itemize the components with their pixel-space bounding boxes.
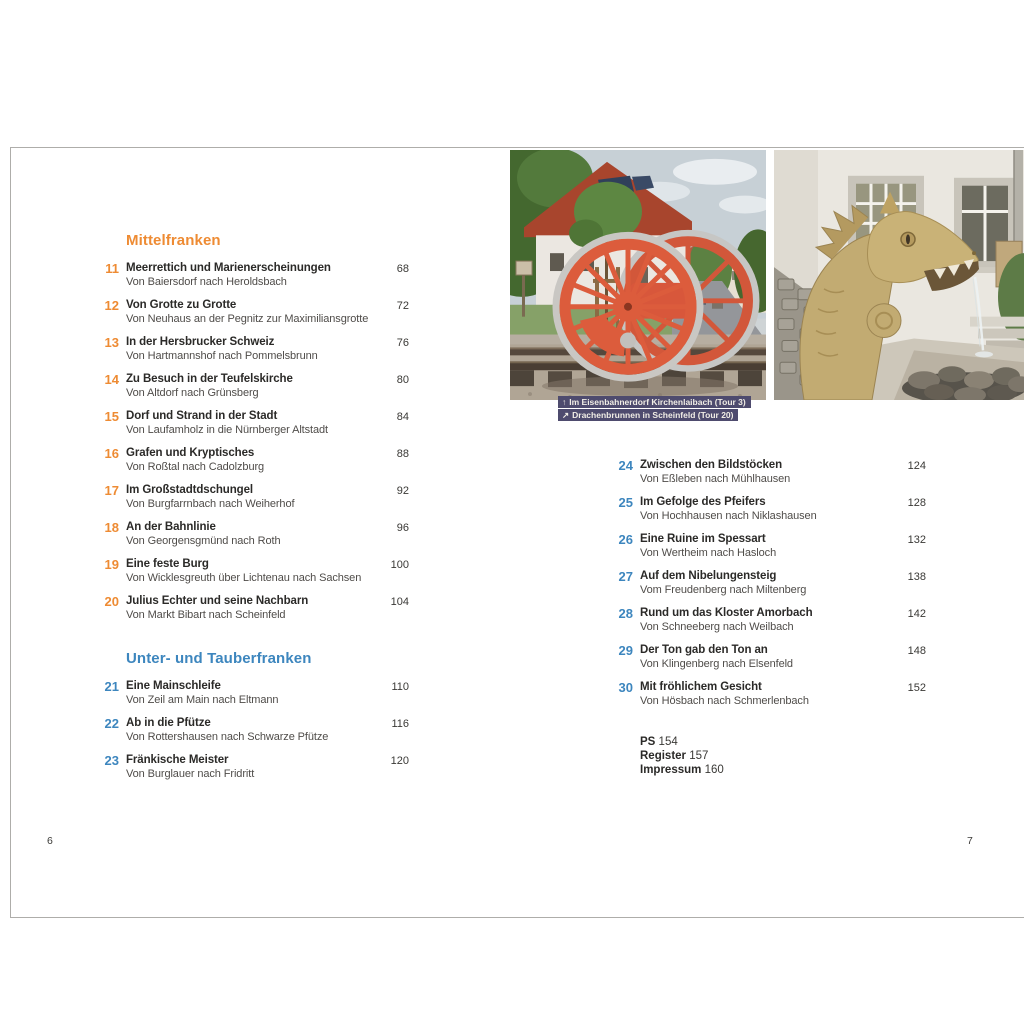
tour-route: Von Laufamholz in die Nürnberger Altstadt [126,424,328,436]
tour-route: Von Altdorf nach Grünsberg [126,387,259,399]
tour-page-number: 132 [907,534,926,546]
tour-page-number: 96 [396,522,409,534]
tour-title: Eine feste Burg [126,558,209,570]
tour-title: Fränkische Meister [126,754,229,766]
tour-number: 29 [618,643,633,658]
toc-entry [613,570,926,607]
backmatter-page-number: 160 [704,764,724,776]
backmatter-label: Impressum [640,764,702,776]
backmatter-label: Register [640,750,687,762]
caption-arrow-icon: ↗ [562,410,570,420]
tour-page-number: 88 [396,448,409,460]
tour-number: 20 [104,594,119,609]
tour-route: Von Neuhaus an der Pegnitz zur Maximiliansgrotte [126,313,369,325]
toc-entry [99,754,409,791]
tour-number: 30 [618,680,633,695]
toc-entry [99,336,409,373]
tour-number: 23 [104,753,119,768]
folio-right: 7 [967,835,973,847]
toc-entry [99,558,409,595]
tour-title: An der Bahnlinie [126,521,216,533]
tour-route: Von Rottershausen nach Schwarze Pfütze [126,731,329,743]
tour-page-number: 80 [396,374,409,386]
tour-route: Von Wicklesgreuth über Lichtenau nach Sachsen [126,572,362,584]
backmatter-page-number: 157 [689,750,709,762]
tour-page-number: 100 [390,559,409,571]
toc-right-column [613,459,926,718]
section-title: Mittelfranken [126,232,221,249]
caption-text: Drachenbrunnen in Scheinfeld (Tour 20) [572,410,734,420]
tour-title: Eine Ruine im Spessart [640,533,766,545]
tour-route: Von Hösbach nach Schmerlenbach [640,695,809,707]
caption-arrow-icon: ↑ [562,397,567,407]
tour-title: Im Gefolge des Pfeifers [640,496,766,508]
toc-entry [613,533,926,570]
tour-title: Julius Echter und seine Nachbarn [126,595,309,607]
tour-route: Vom Freudenberg nach Miltenberg [640,584,807,596]
dragon-fountain-scene [774,150,1024,400]
section-title: Unter- und Tauberfranken [126,650,312,667]
tour-number: 24 [618,458,633,473]
tour-number: 15 [104,409,119,424]
toc-entry [99,373,409,410]
folio-left: 6 [47,835,53,847]
tour-title: Zu Besuch in der Teufelskirche [126,373,293,385]
page-spread [10,147,1024,918]
tour-page-number: 104 [390,596,409,608]
toc-entry [99,262,409,299]
tour-title: In der Hersbrucker Schweiz [126,336,275,348]
tour-page-number: 72 [396,300,409,312]
tour-number: 26 [618,532,633,547]
tour-title: Auf dem Nibelungensteig [640,570,777,582]
tour-title: Im Großstadtdschungel [126,484,253,496]
tour-number: 19 [104,557,119,572]
tour-title: Meerrettich und Marienerscheinungen [126,262,331,274]
tour-route: Von Hartmannshof nach Pommelsbrunn [126,350,318,362]
tour-route: Von Wertheim nach Hasloch [640,547,777,559]
tour-number: 17 [104,483,119,498]
toc-entry [613,496,926,533]
tour-page-number: 76 [396,337,409,349]
toc-entry [99,680,409,717]
caption-text: Im Eisenbahnerdorf Kirchenlaibach (Tour 3) [569,397,746,407]
train-wheel-scene [510,150,766,400]
toc-entry [99,595,409,632]
tour-number: 28 [618,606,633,621]
toc-entry [613,644,926,681]
tour-page-number: 124 [907,460,926,472]
tour-title: Ab in die Pfütze [126,717,211,729]
photo-caption [558,396,751,408]
tour-title: Zwischen den Bildstöcken [640,459,783,471]
section-mittelfranken [99,232,409,632]
tour-page-number: 128 [907,497,926,509]
train-wheel-photo [510,150,766,400]
toc-entry [99,717,409,754]
tour-number: 21 [104,679,119,694]
tour-route: Von Hochhausen nach Niklashausen [640,510,817,522]
tour-number: 25 [618,495,633,510]
tour-page-number: 84 [396,411,409,423]
photo-captions [558,396,751,422]
tour-title: Eine Mainschleife [126,680,221,692]
toc-entry [99,447,409,484]
toc-entry [99,521,409,558]
tour-number: 22 [104,716,119,731]
tour-route: Von Zeil am Main nach Eltmann [126,694,279,706]
toc-entry [99,484,409,521]
tour-route: Von Roßtal nach Cadolzburg [126,461,265,473]
tour-number: 16 [104,446,119,461]
tour-page-number: 148 [907,645,926,657]
tour-route: Von Klingenberg nach Elsenfeld [640,658,793,670]
toc-entry [99,299,409,336]
backmatter-entry [640,763,724,777]
tour-route: Von Eßleben nach Mühlhausen [640,473,791,485]
tour-page-number: 68 [396,263,409,275]
tour-page-number: 138 [907,571,926,583]
section-unter-tauberfranken [99,650,409,791]
tour-number: 18 [104,520,119,535]
tour-page-number: 152 [907,682,926,694]
backmatter-page-number: 154 [658,736,678,748]
tour-title: Rund um das Kloster Amorbach [640,607,813,619]
tour-page-number: 110 [391,681,409,693]
locomotive-wheel [556,235,700,378]
backmatter-label: PS [640,736,656,748]
tour-page-number: 116 [391,718,409,730]
backmatter-entry [640,749,724,763]
tour-page-number: 142 [907,608,926,620]
backmatter-list [640,735,724,777]
tour-route: Von Schneeberg nach Weilbach [640,621,794,633]
photo-caption [558,409,738,421]
tour-route: Von Baiersdorf nach Heroldsbach [126,276,287,288]
tour-title: Grafen und Kryptisches [126,447,255,459]
tour-page-number: 92 [396,485,409,497]
toc-entry [613,459,926,496]
tour-number: 27 [618,569,633,584]
tour-page-number: 120 [390,755,409,767]
tour-number: 13 [104,335,119,350]
backmatter-entry [640,735,724,749]
tour-number: 14 [104,372,119,387]
tour-route: Von Burgfarrnbach nach Weiherhof [126,498,295,510]
tour-route: Von Markt Bibart nach Scheinfeld [126,609,286,621]
toc-entry [99,410,409,447]
tour-title: Mit fröhlichem Gesicht [640,681,762,693]
tour-route: Von Georgensgmünd nach Roth [126,535,281,547]
tour-title: Dorf und Strand in der Stadt [126,410,278,422]
tour-title: Von Grotte zu Grotte [126,299,237,311]
toc-entry [613,607,926,644]
tour-number: 11 [105,261,119,276]
tour-number: 12 [104,298,119,313]
dragon-fountain-photo [774,150,1024,400]
tour-title: Der Ton gab den Ton an [640,644,768,656]
tour-route: Von Burglauer nach Fridritt [126,768,255,780]
toc-left-column [99,232,409,791]
toc-entry [613,681,926,718]
